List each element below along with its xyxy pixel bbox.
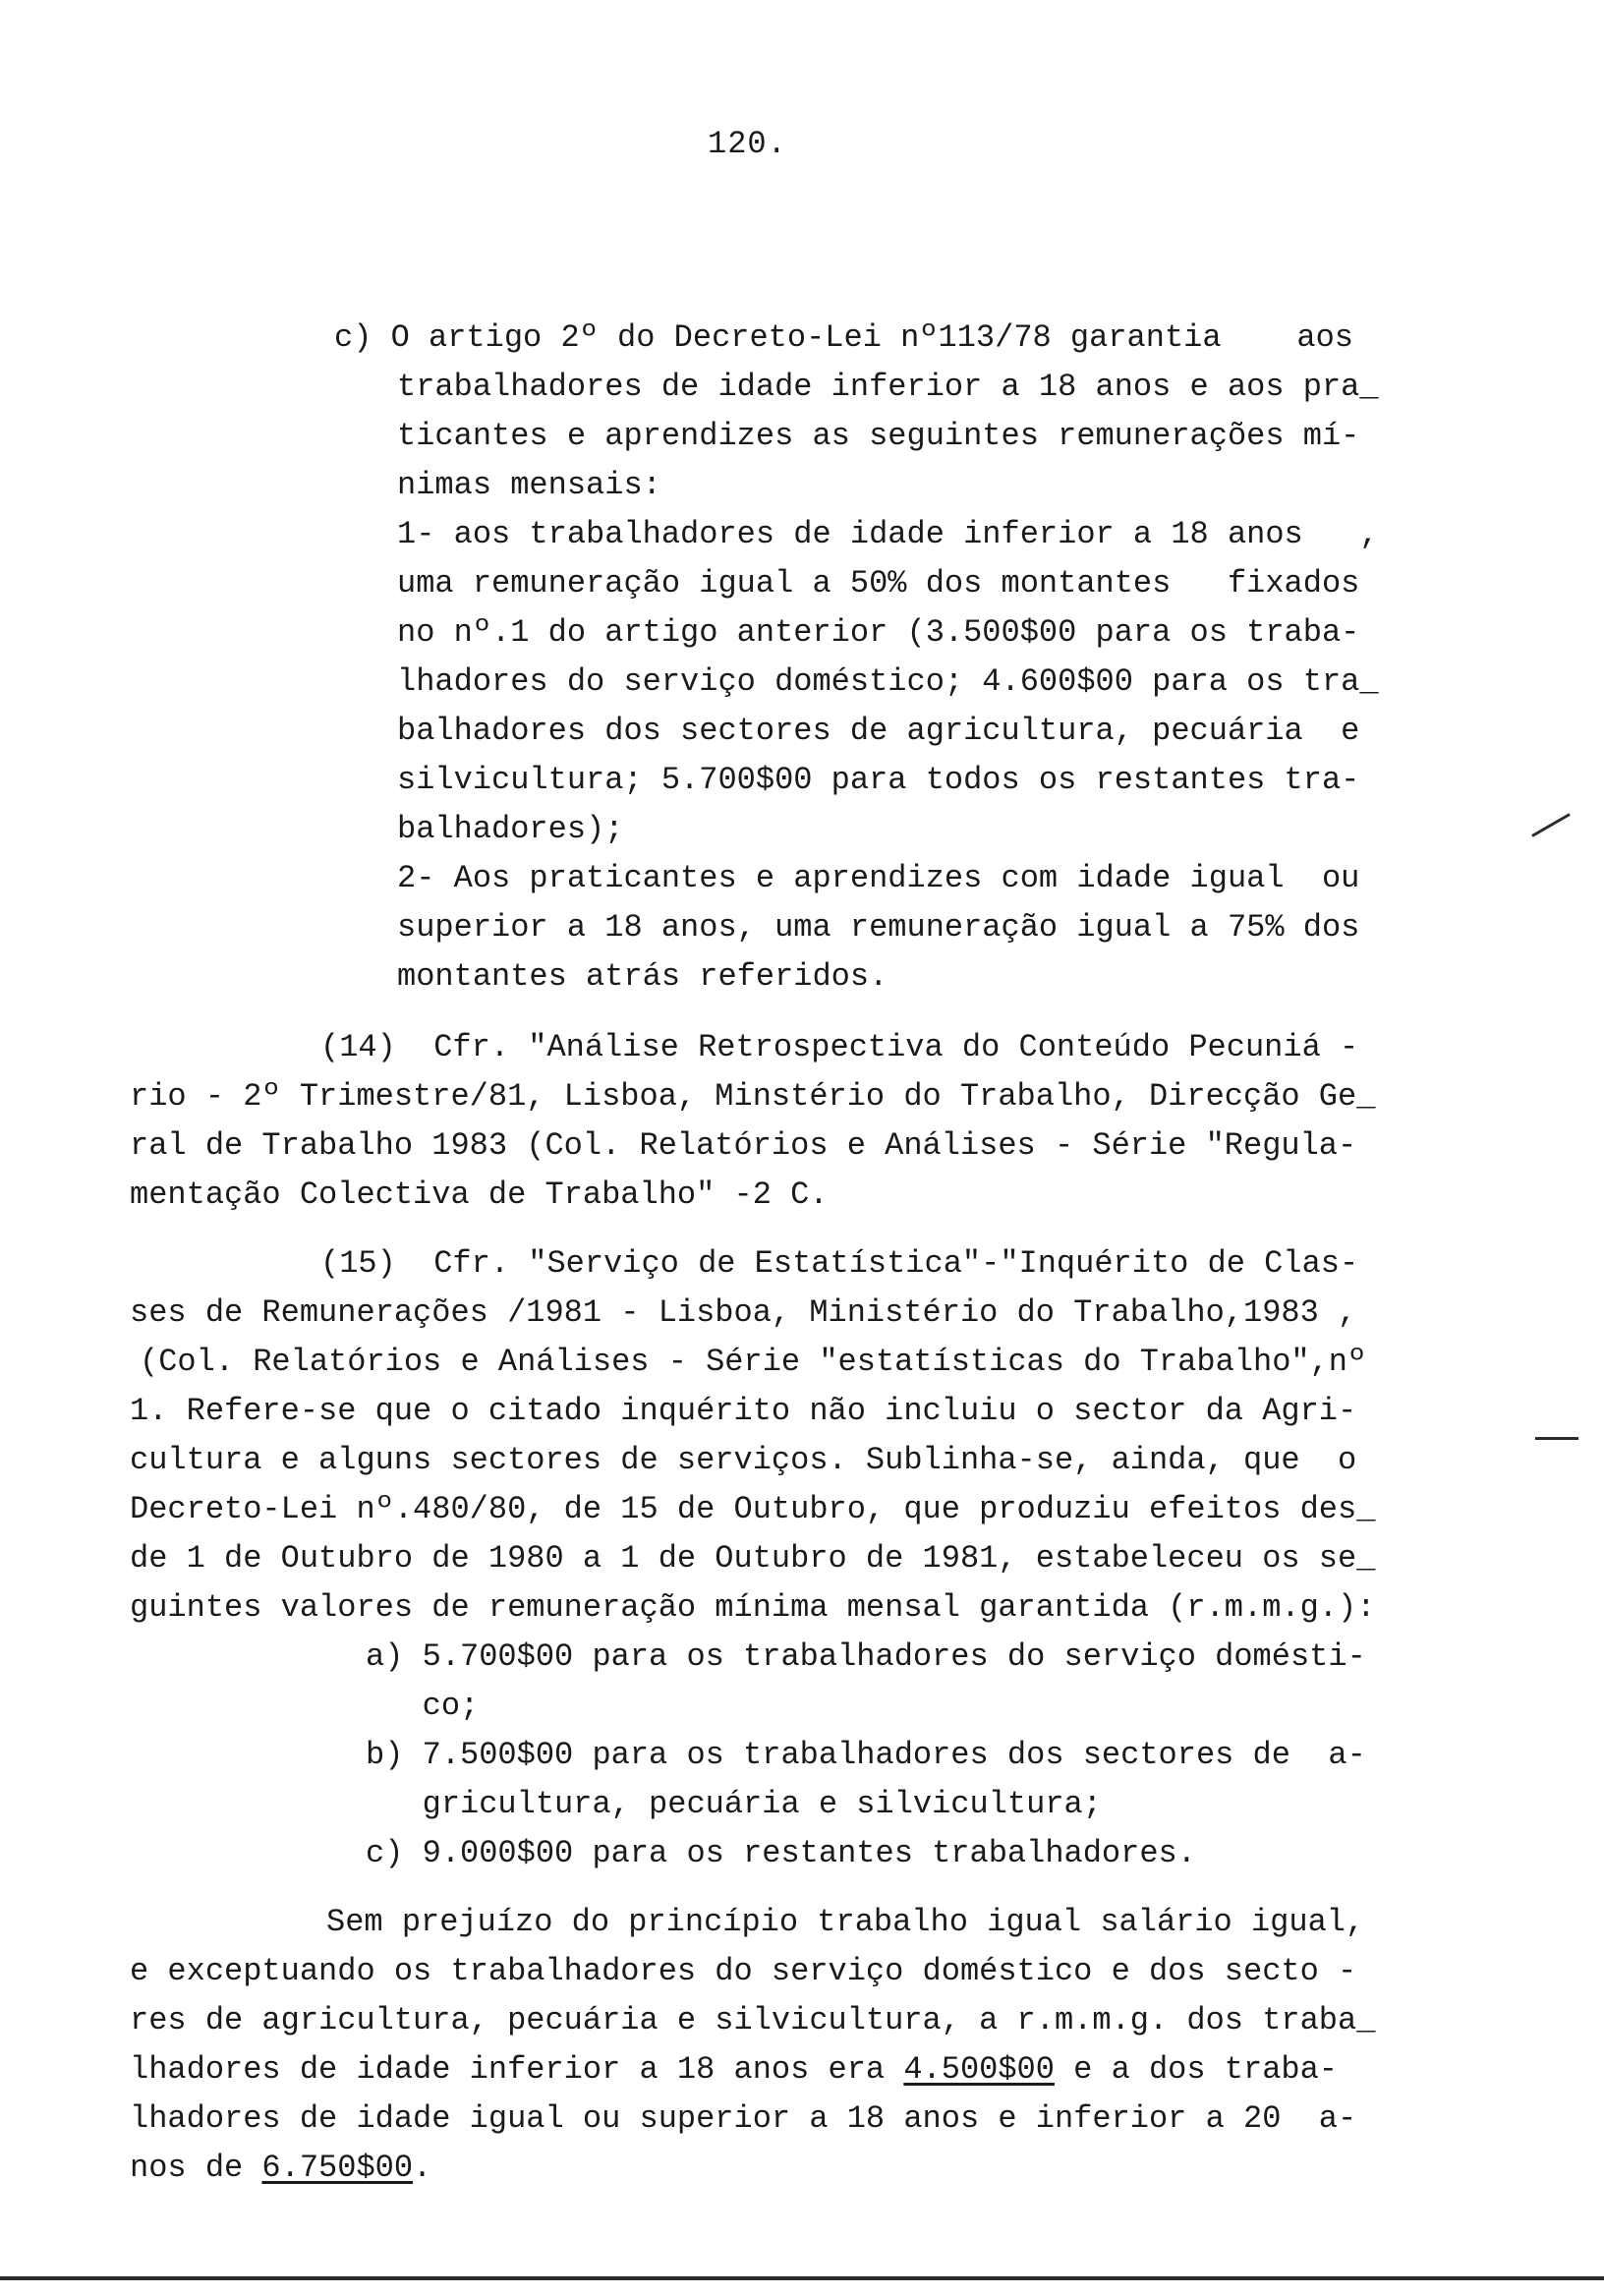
item-c-line: c) O artigo 2º do Decreto-Lei nº113/78 garantia aos bbox=[334, 319, 1353, 356]
paragraph-text: e a dos traba- bbox=[1054, 2051, 1338, 2088]
item-c-line: trabalhadores de idade inferior a 18 anos e aos pra_ bbox=[397, 369, 1379, 405]
footnote-line: (15) Cfr. "Serviço de Estatística"-"Inquérito de Clas- bbox=[320, 1245, 1359, 1282]
paragraph-text: lhadores de idade inferior a 18 anos era bbox=[130, 2051, 904, 2088]
margin-mark bbox=[1531, 813, 1571, 837]
item-c-line: lhadores do serviço doméstico; 4.600$00 para os tra_ bbox=[397, 663, 1379, 700]
list-item: gricultura, pecuária e silvicultura; bbox=[366, 1786, 1102, 1822]
footnote-line: (Col. Relatórios e Análises - Série "estatísticas do Trabalho",nº bbox=[140, 1344, 1367, 1380]
item-c-line: silvicultura; 5.700$00 para todos os restantes tra- bbox=[397, 762, 1360, 798]
item-c-line: 2- Aos praticantes e aprendizes com idade igual ou bbox=[397, 860, 1360, 896]
underlined-amount: 6.750$00 bbox=[261, 2150, 414, 2186]
footnote-line: ral de Trabalho 1983 (Col. Relatórios e Análises - Série "Regula- bbox=[130, 1127, 1357, 1164]
list-item: b) 7.500$00 para os trabalhadores dos sectores de a- bbox=[366, 1737, 1366, 1773]
list-item: a) 5.700$00 para os trabalhadores do serviço domésti- bbox=[366, 1638, 1366, 1675]
item-c-line: no nº.1 do artigo anterior (3.500$00 para os traba- bbox=[397, 614, 1360, 651]
underlined-amount: 4.500$00 bbox=[903, 2051, 1055, 2088]
paragraph-line: Sem prejuízo do princípio trabalho igual salário igual, bbox=[326, 1904, 1365, 1940]
footnote-line: mentação Colectiva de Trabalho" -2 C. bbox=[130, 1177, 829, 1213]
paragraph-line bbox=[130, 2149, 431, 2188]
bottom-rule bbox=[0, 2276, 1604, 2280]
footnote-line: ses de Remunerações /1981 - Lisboa, Ministério do Trabalho,1983 , bbox=[130, 1294, 1357, 1331]
paragraph-text: . bbox=[413, 2150, 432, 2186]
item-c-line: superior a 18 anos, uma remuneração igual a 75% dos bbox=[397, 909, 1360, 946]
item-c-line: ticantes e aprendizes as seguintes remunerações mí- bbox=[397, 418, 1360, 454]
footnote-line: rio - 2º Trimestre/81, Lisboa, Minstério do Trabalho, Direcção Ge_ bbox=[130, 1078, 1376, 1115]
paragraph-line bbox=[130, 2050, 1338, 2090]
footnote-line: 1. Refere-se que o citado inquérito não incluiu o sector da Agri- bbox=[130, 1393, 1357, 1429]
footnote-line: guintes valores de remuneração mínima mensal garantida (r.m.m.g.): bbox=[130, 1589, 1376, 1626]
item-c-line: balhadores); bbox=[397, 811, 624, 847]
paragraph-text: nos de bbox=[130, 2150, 262, 2186]
list-item: co; bbox=[366, 1688, 480, 1724]
paragraph-line: e exceptuando os trabalhadores do serviço doméstico e dos secto - bbox=[130, 1953, 1357, 1989]
footnote-line: de 1 de Outubro de 1980 a 1 de Outubro de 1981, estabeleceu os se_ bbox=[130, 1540, 1376, 1577]
footnote-line: cultura e alguns sectores de serviços. Sublinha-se, ainda, que o bbox=[130, 1442, 1357, 1478]
item-c-line: nimas mensais: bbox=[397, 467, 661, 503]
footnote-line: (14) Cfr. "Análise Retrospectiva do Conteúdo Pecuniá - bbox=[320, 1029, 1359, 1065]
item-c-line: balhadores dos sectores de agricultura, pecuária e bbox=[397, 713, 1360, 749]
page-number: 120. bbox=[708, 126, 787, 162]
margin-mark bbox=[1535, 1437, 1578, 1440]
item-c-line: 1- aos trabalhadores de idade inferior a 18 anos , bbox=[397, 516, 1379, 552]
list-item: c) 9.000$00 para os restantes trabalhadores. bbox=[366, 1835, 1196, 1871]
footnote-line: Decreto-Lei nº.480/80, de 15 de Outubro, que produziu efeitos des_ bbox=[130, 1491, 1376, 1527]
item-c-line: montantes atrás referidos. bbox=[397, 958, 888, 995]
item-c-line: uma remuneração igual a 50% dos montantes fixados bbox=[397, 565, 1360, 602]
paragraph-line: lhadores de idade igual ou superior a 18 anos e inferior a 20 a- bbox=[130, 2100, 1357, 2137]
paragraph-line: res de agricultura, pecuária e silvicultura, a r.m.m.g. dos traba_ bbox=[130, 2002, 1376, 2038]
